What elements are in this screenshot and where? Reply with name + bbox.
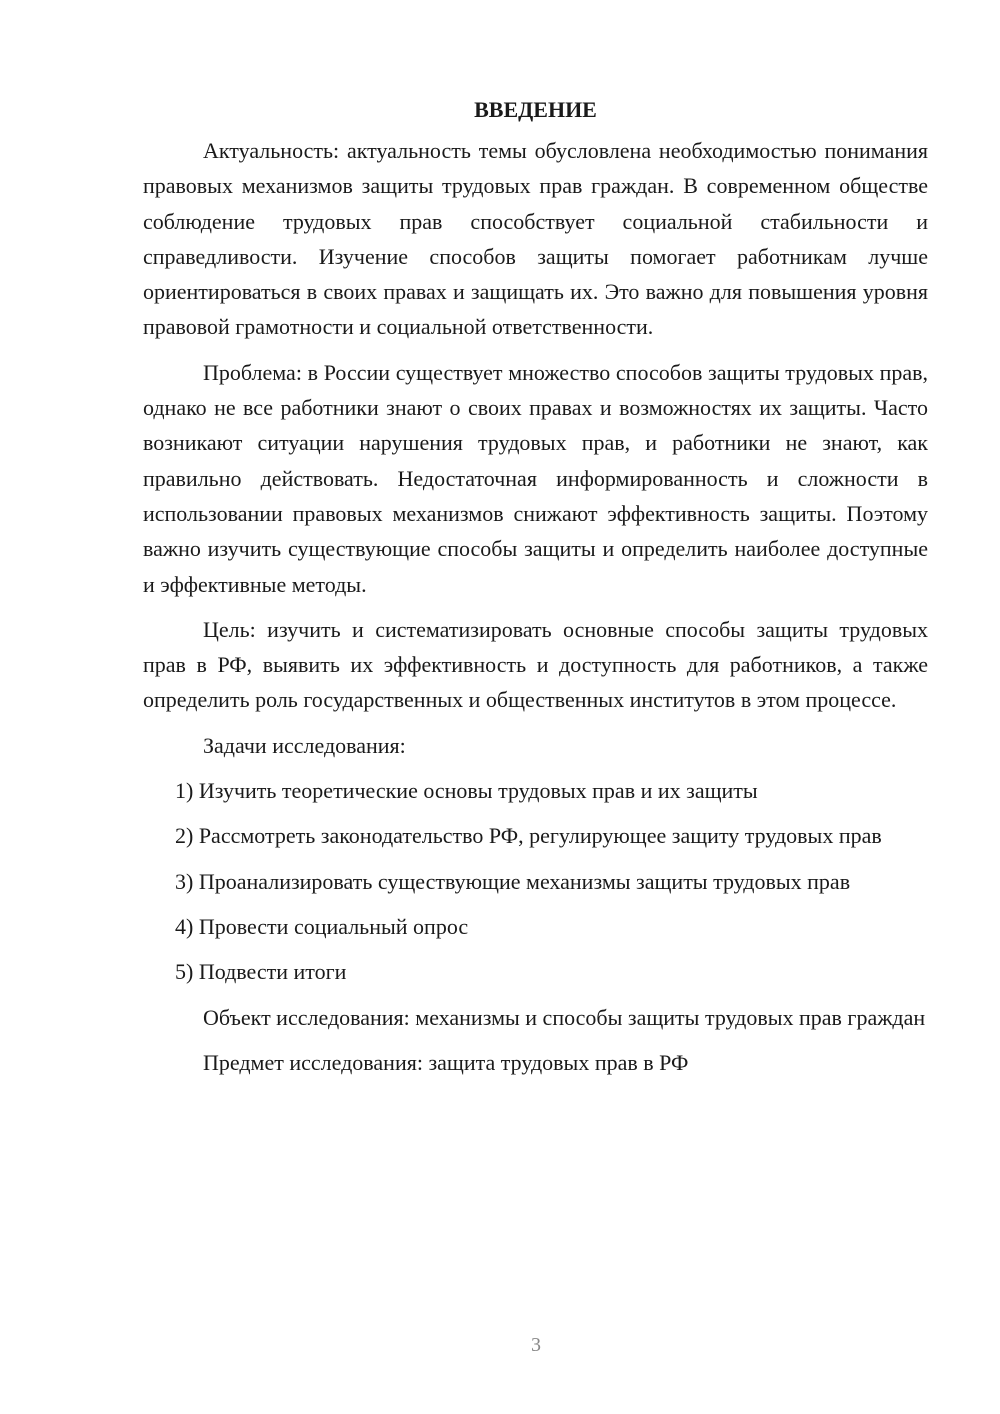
paragraph-object: Объект исследования: механизмы и способы защиты трудовых прав граждан (203, 1004, 926, 1030)
page-title: ВВЕДЕНИЕ (474, 97, 597, 122)
task-item-3: 3) Проанализировать существующие механизмы защиты трудовых прав (175, 868, 851, 894)
paragraph-problem: Проблема: в России существует множество способов защиты трудовых прав, однако не все работники знают о своих правах и возможностях их защиты. Часто возникают ситуации нарушения трудовых прав, и работники не знают, как правильно действовать. Недостаточная информированность и сложности в использовании правовых механизмов снижают эффективность защиты. Поэтому важно изучить существующие способы защиты и определить наиболее доступные и эффективные методы. (143, 359, 928, 597)
paragraph-relevance: Актуальность: актуальность темы обусловлена необходимостью понимания правовых механизмов защиты трудовых прав граждан. В современном обществе соблюдение трудовых прав способствует социальной стабильности и справедливости. Изучение способов защиты помогает работникам лучше ориентироваться в своих правах и защищать их. Это важно для повышения уровня правовой грамотности и социальной ответственности. (143, 138, 928, 340)
document-page (143, 92, 928, 1090)
paragraph-subject: Предмет исследования: защита трудовых прав в РФ (203, 1049, 689, 1075)
task-item-4: 4) Провести социальный опрос (175, 913, 469, 939)
task-item-1: 1) Изучить теоретические основы трудовых прав и их защиты (175, 778, 758, 804)
task-item-5: 5) Подвести итоги (175, 959, 347, 985)
task-item-2: 2) Рассмотреть законодательство РФ, регулирующее защиту трудовых прав (175, 823, 882, 849)
tasks-heading: Задачи исследования: (203, 732, 406, 758)
paragraph-goal: Цель: изучить и систематизировать основные способы защиты трудовых прав в РФ, выявить их эффективность и доступность для работников, а также определить роль государственных и общественных институтов в этом процессе. (143, 616, 928, 713)
page-number: 3 (531, 1334, 541, 1356)
